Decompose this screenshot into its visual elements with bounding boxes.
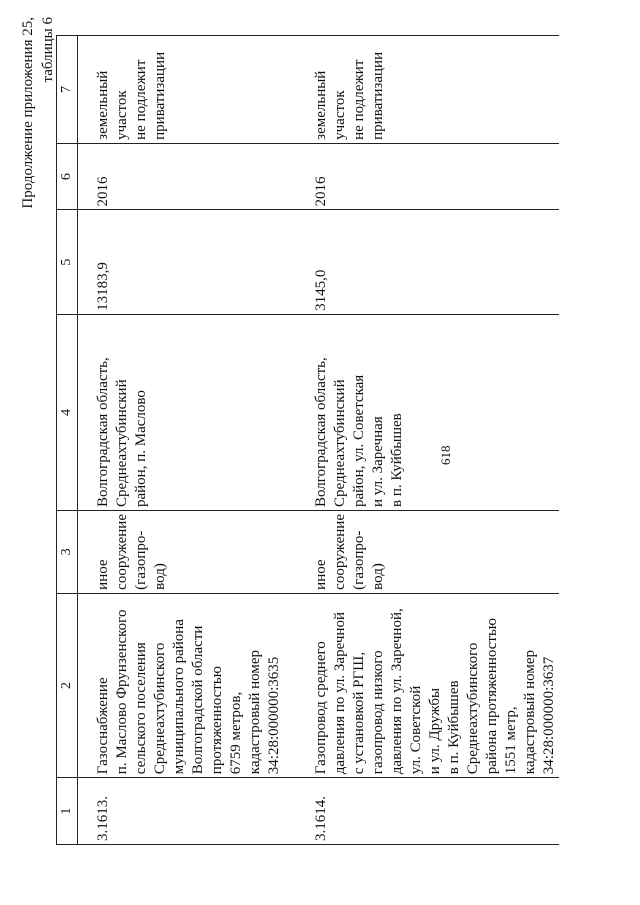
property-table	[56, 35, 559, 845]
caption-line-1: Продолжение приложения 25,	[20, 17, 36, 209]
object-name: Газоснабжение п. Маслово Фрунзенского сельского поселения Среднеахтубинского муниципального района Волгоградской области протяженностью 6759 метров, кадастровый номер 34:28:000000:3635	[78, 593, 299, 777]
object-note: земельный участок не подлежит приватизации	[298, 36, 559, 144]
object-value: 13183,9	[78, 210, 299, 314]
header-col-2: 2	[57, 593, 78, 777]
object-value: 3145,0	[298, 210, 559, 314]
table-row	[298, 36, 559, 845]
header-col-5: 5	[57, 210, 78, 314]
header-col-3: 3	[57, 511, 78, 594]
header-col-7: 7	[57, 36, 78, 144]
page-number: 618	[438, 445, 453, 465]
header-col-1: 1	[57, 778, 78, 845]
caption-line-2: таблицы 6	[40, 17, 56, 83]
object-year: 2016	[298, 143, 559, 210]
object-note: земельный участок не подлежит приватизации	[78, 36, 299, 144]
object-name: Газопровод среднего давления по ул. Заречной с установкой РГШ, газопровод низкого давления по ул. Заречной, ул. Советской и ул. Дружбы в п. Куйбышев Среднеахтубинского района протяженностью 1551 метр, кадастровый номер 34:28:000000:3637	[298, 593, 559, 777]
row-number: 3.1613.	[78, 778, 299, 845]
object-address: Волгоградская область, Среднеахтубинский район, ул. Советская и ул. Заречная в п. Куйбышев	[298, 314, 559, 510]
header-row	[57, 36, 78, 845]
header-col-4: 4	[57, 314, 78, 510]
header-col-6: 6	[57, 143, 78, 210]
object-year: 2016	[78, 143, 299, 210]
object-address: Волгоградская область, Среднеахтубинский район, п. Маслово	[78, 314, 299, 510]
row-number: 3.1614.	[298, 778, 559, 845]
table-row	[78, 36, 299, 845]
object-type: иное сооружение (газопро- вод)	[78, 511, 299, 594]
object-type: иное сооружение (газопро- вод)	[298, 511, 559, 594]
table-caption	[18, 17, 58, 209]
